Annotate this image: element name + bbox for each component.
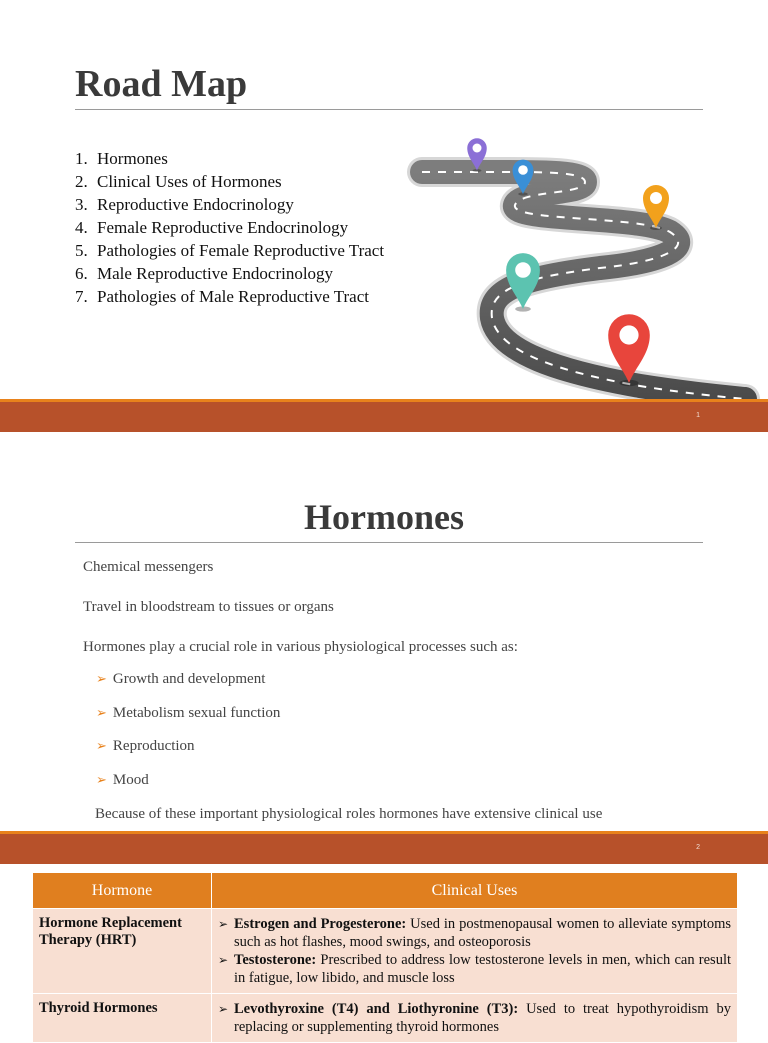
body-text: Chemical messengers [83,559,214,575]
list-item: 2. Clinical Uses of Hormones [75,172,282,191]
table-header-row [33,873,738,909]
body-text: Hormones play a crucial role in various physiological processes such as: [83,639,518,655]
list-item: 6. Male Reproductive Endocrinology [75,264,334,283]
column-header-clinical-uses: Clinical Uses [212,873,738,909]
arrow-bullet-icon: ➢ [96,706,107,721]
body-text: Travel in bloodstream to tissues or organs [83,599,334,615]
list-item: 3. Reproductive Endocrinology [75,195,294,214]
slide-road-map [0,0,768,432]
arrow-bullet-icon: ➢ [96,773,107,788]
use-item: ➢ Testosterone: Prescribed to address low testosterone levels in men, which can result in fatigue, low libido, and muscle loss [218,952,731,986]
use-item: ➢ Levothyroxine (T4) and Liothyronine (T3): Used to treat hypothyroidism by replacing or supplementing thyroid hormones [218,1001,731,1035]
road-illustration [0,0,768,432]
arrow-bullet-icon: ➢ [96,672,107,687]
table-row [33,909,738,994]
slide-footer-bar [0,831,768,864]
list-item: 5. Pathologies of Female Reproductive Tract [75,241,385,260]
list-item: 1. Hormones [75,149,168,168]
page-number: 1 [696,412,700,419]
table-row [33,994,738,1043]
clinical-uses-table [32,872,738,1043]
slide-footer-bar [0,399,768,432]
slide-title: Road Map [75,63,248,105]
clinical-uses-cell [212,909,738,994]
bullet-item: ➢ Reproduction [96,738,195,754]
bullet-item: ➢ Metabolism sexual function [96,705,281,721]
use-item: ➢ Estrogen and Progesterone: Used in postmenopausal women to alleviate symptoms such as hot flashes, mood swings, and osteoporosis [218,916,732,950]
arrow-bullet-icon: ➢ [218,1002,229,1016]
page-number: 2 [696,844,700,851]
list-item: 4. Female Reproductive Endocrinology [75,218,349,237]
hormone-name: Hormone Replacement Therapy (HRT) [33,909,212,994]
title-divider [75,542,703,543]
hormone-name: Thyroid Hormones [33,994,212,1043]
arrow-bullet-icon: ➢ [96,739,107,754]
clinical-uses-cell [212,994,738,1043]
slide-clinical-uses [0,864,768,1035]
list-item: 7. Pathologies of Male Reproductive Tract [75,287,369,306]
slide-hormones [0,432,768,864]
bullet-item: ➢ Growth and development [96,671,266,687]
column-header-hormone: Hormone [33,873,212,909]
arrow-bullet-icon: ➢ [218,953,229,967]
closing-text: Because of these important physiological roles hormones have extensive clinical use [95,806,603,822]
arrow-bullet-icon: ➢ [218,917,229,931]
slide-title: Hormones [304,497,464,537]
bullet-item: ➢ Mood [96,772,149,788]
